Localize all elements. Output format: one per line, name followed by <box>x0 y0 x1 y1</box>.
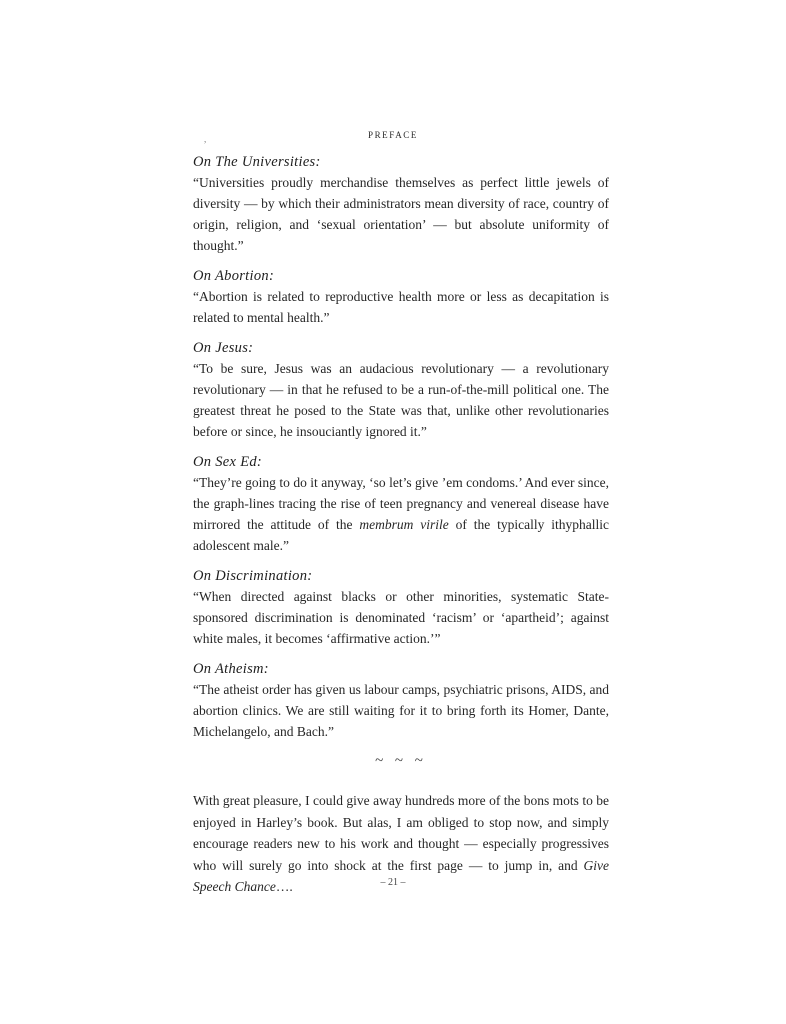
section-ornament: ~ ~ ~ <box>375 753 427 769</box>
book-title-italic: Give Speech Chance <box>193 857 609 894</box>
quote-text: “They’re going to do it anyway, ‘so let’s give ’em condoms.’ And ever since, the graph-lines tracing the rise of teen pregnancy and venereal disease have mirrored the attitude of the <box>193 475 609 532</box>
section-heading: On The Universities: <box>193 154 321 170</box>
quote-text: of the typically ithyphallic adolescent male.” <box>193 517 610 553</box>
quote-italic-term: membrum virile <box>359 517 449 532</box>
section-heading: On Jesus: <box>193 340 254 356</box>
closing-text: …. <box>275 879 293 894</box>
section-universities <box>193 153 609 256</box>
section-quote: “Abortion is related to reproductive health more or less as decapitation is related to mental health.” <box>193 289 609 325</box>
section-atheism <box>193 660 609 742</box>
closing-text: With great pleasure, I could give away hundreds more of the bons mots to be enjoyed in Harley’s book. But alas, I am obliged to stop now, and simply encourage readers new to his work and thought — especially progressives who will surely go into shock at the first page — to jump in, and <box>193 793 609 873</box>
section-quote: “When directed against blacks or other minorities, systematic State-sponsored discrimination is denominated ‘racism’ or ‘apartheid’; against white males, it becomes ‘affirmative action.’” <box>193 589 609 646</box>
section-abortion <box>193 267 609 328</box>
running-head: PREFACE <box>367 130 419 140</box>
section-heading: On Abortion: <box>193 268 275 284</box>
section-sex-ed <box>193 453 609 556</box>
section-heading: On Atheism: <box>193 661 269 677</box>
section-discrimination <box>193 567 609 649</box>
section-quote <box>193 472 609 556</box>
stray-mark: , <box>204 134 207 144</box>
section-quote: “Universities proudly merchandise themselves as perfect little jewels of diversity — by which their administrators mean diversity of race, country of origin, religion, and ‘sexual orientation’ — but absolute uniformity of thought.” <box>193 175 609 253</box>
section-quote: “The atheist order has given us labour camps, psychiatric prisons, AIDS, and abortion clinics. We are still waiting for it to bring forth its Homer, Dante, Michelangelo, and Bach.” <box>193 682 609 739</box>
body-text <box>193 153 609 898</box>
section-quote: “To be sure, Jesus was an audacious revolutionary — a revolutionary revolutionary — in that he refused to be a run-of-the-mill political one. The greatest threat he posed to the State was that, unlike other revolutionaries before or since, he insouciantly ignored it.” <box>193 361 609 439</box>
section-heading: On Sex Ed: <box>193 454 263 470</box>
section-heading: On Discrimination: <box>193 568 313 584</box>
page-number: – 21 – <box>380 877 406 888</box>
section-jesus <box>193 339 609 442</box>
